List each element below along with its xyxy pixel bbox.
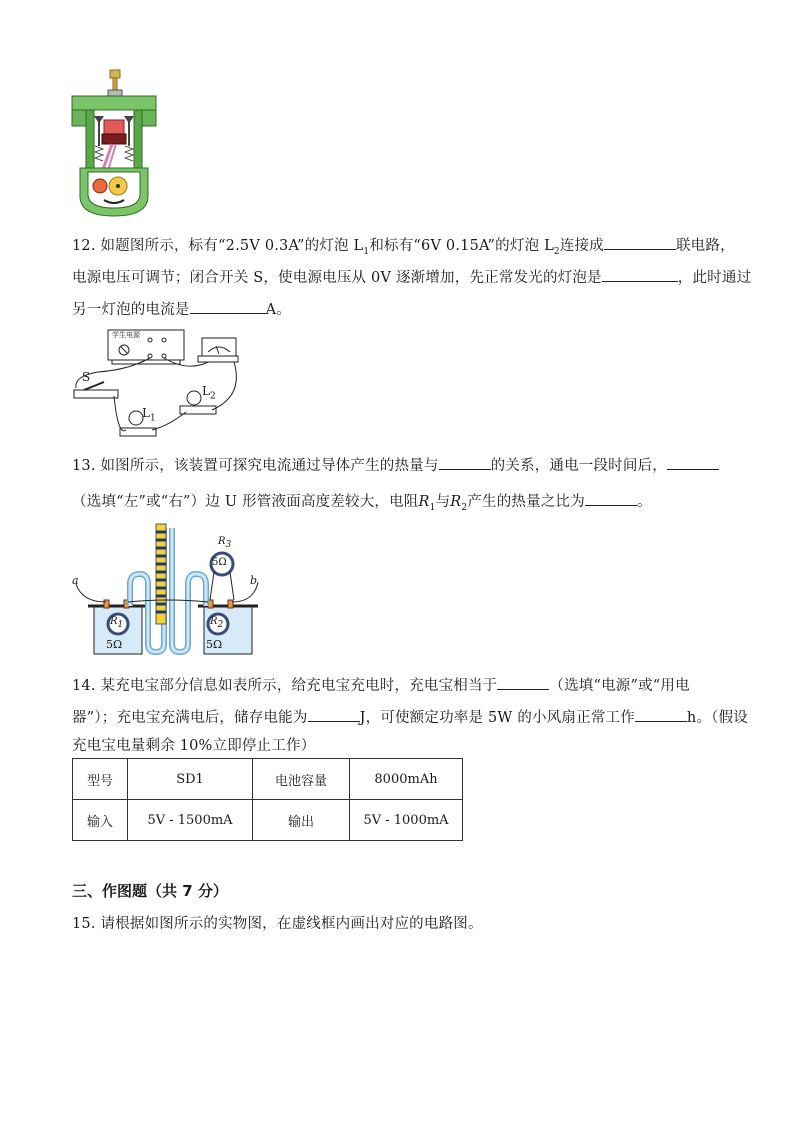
table-cell: 8000mAh <box>350 759 463 800</box>
section-title: 三、作图题（共 7 分） <box>72 882 228 900</box>
subscript: 1 <box>363 246 370 257</box>
q12-line-2 <box>72 266 751 287</box>
q14-text: 器”）；充电宝充满电后，储存电能为 <box>72 710 308 726</box>
subscript: 1 <box>149 413 156 424</box>
q12-text: 电源电压可调节；闭合开关 S，使电源电压从 0V 逐渐增加，先正常发光的灯泡是 <box>72 270 602 286</box>
q12-text: 和标有“6V 0.15A”的灯泡 L <box>369 238 554 254</box>
r-letter: R <box>210 616 218 627</box>
q13-text: 。 <box>636 494 652 510</box>
answer-blank[interactable] <box>497 675 549 690</box>
subscript: 2 <box>217 620 224 630</box>
q12-line-3 <box>72 298 291 319</box>
r-letter: R <box>218 536 226 547</box>
lamp-letter: L <box>202 384 210 398</box>
circuit-figure <box>68 326 248 442</box>
subscript: 2 <box>461 502 468 513</box>
q12-text: 联电路， <box>675 238 735 254</box>
q13-line-2 <box>72 490 652 513</box>
q15-text: 15. 请根据如图所示的实物图，在虚线框内画出对应的电路图。 <box>72 916 483 932</box>
lamp1-label <box>142 406 156 423</box>
r2-label <box>210 616 223 630</box>
answer-blank[interactable] <box>635 707 687 722</box>
table-cell: 输入 <box>73 800 128 841</box>
r-letter: R <box>110 616 118 627</box>
terminal-b-label: b <box>250 574 258 587</box>
r3-label <box>218 536 231 550</box>
supply-label: 学生电源 <box>112 331 140 339</box>
q13-text: 与 <box>435 494 451 510</box>
table-cell: 5V - 1500mA <box>128 800 253 841</box>
table-cell: SD1 <box>128 759 253 800</box>
q12-text: A。 <box>265 302 291 318</box>
answer-blank[interactable] <box>308 707 360 722</box>
q14-text: （选填“电源”或“用电 <box>549 678 690 694</box>
table-cell: 输出 <box>253 800 350 841</box>
q14-line-2 <box>72 706 748 727</box>
subscript: 1 <box>429 502 436 513</box>
answer-blank[interactable] <box>604 235 676 250</box>
r1-symbol: R <box>418 494 430 510</box>
lamp2-label <box>202 384 216 401</box>
answer-blank[interactable] <box>585 491 637 506</box>
subscript: 2 <box>553 246 560 257</box>
q12-text: 连接成 <box>559 238 604 254</box>
q12-text: 另一灯泡的电流是 <box>72 302 190 318</box>
q14-text: h。（假设 <box>686 710 749 726</box>
table-row <box>73 759 463 800</box>
engine-diagram <box>68 68 160 218</box>
subscript: 1 <box>117 620 124 630</box>
q12-text: 12. 如题图所示，标有“2.5V 0.3A”的灯泡 L <box>72 238 364 254</box>
answer-blank[interactable] <box>190 299 266 314</box>
q14-line-3: 充电宝电量剩余 10%立即停止工作） <box>72 738 316 754</box>
table-row <box>73 800 463 841</box>
joule-heating-figure <box>68 518 268 658</box>
q14-line-1 <box>72 674 690 695</box>
answer-blank[interactable] <box>439 455 491 470</box>
terminal-a-label: a <box>72 574 79 587</box>
answer-blank[interactable] <box>667 455 719 470</box>
r1-label <box>110 616 123 630</box>
power-bank-table <box>72 758 463 841</box>
q13-line-1 <box>72 454 719 475</box>
lamp-letter: L <box>142 406 150 420</box>
table-cell: 5V - 1000mA <box>350 800 463 841</box>
q13-text: 的关系，通电一段时间后， <box>490 458 667 474</box>
subscript: 2 <box>209 391 216 402</box>
answer-blank[interactable] <box>602 267 678 282</box>
r2-value: 5Ω <box>206 638 223 651</box>
q13-text: 13. 如图所示，该装置可探究电流通过导体产生的热量与 <box>72 458 439 474</box>
table-cell: 型号 <box>73 759 128 800</box>
q13-text: 产生的热量之比为 <box>467 494 585 510</box>
q14-text: J，可使额定功率是 5W 的小风扇正常工作 <box>359 710 635 726</box>
q14-text: 14. 某充电宝部分信息如表所示，给充电宝充电时，充电宝相当于 <box>72 678 498 694</box>
subscript: 3 <box>225 540 232 550</box>
r1-value: 5Ω <box>106 638 123 651</box>
table-cell: 电池容量 <box>253 759 350 800</box>
switch-label: S <box>82 370 91 384</box>
r2-symbol: R <box>450 494 462 510</box>
q12-line-1 <box>72 234 735 257</box>
q13-text: （选填“左”或“右”）边 U 形管液面高度差较大，电阻 <box>72 494 419 510</box>
q12-text: ，此时通过 <box>677 270 752 286</box>
r3-value: 5Ω <box>212 557 227 568</box>
